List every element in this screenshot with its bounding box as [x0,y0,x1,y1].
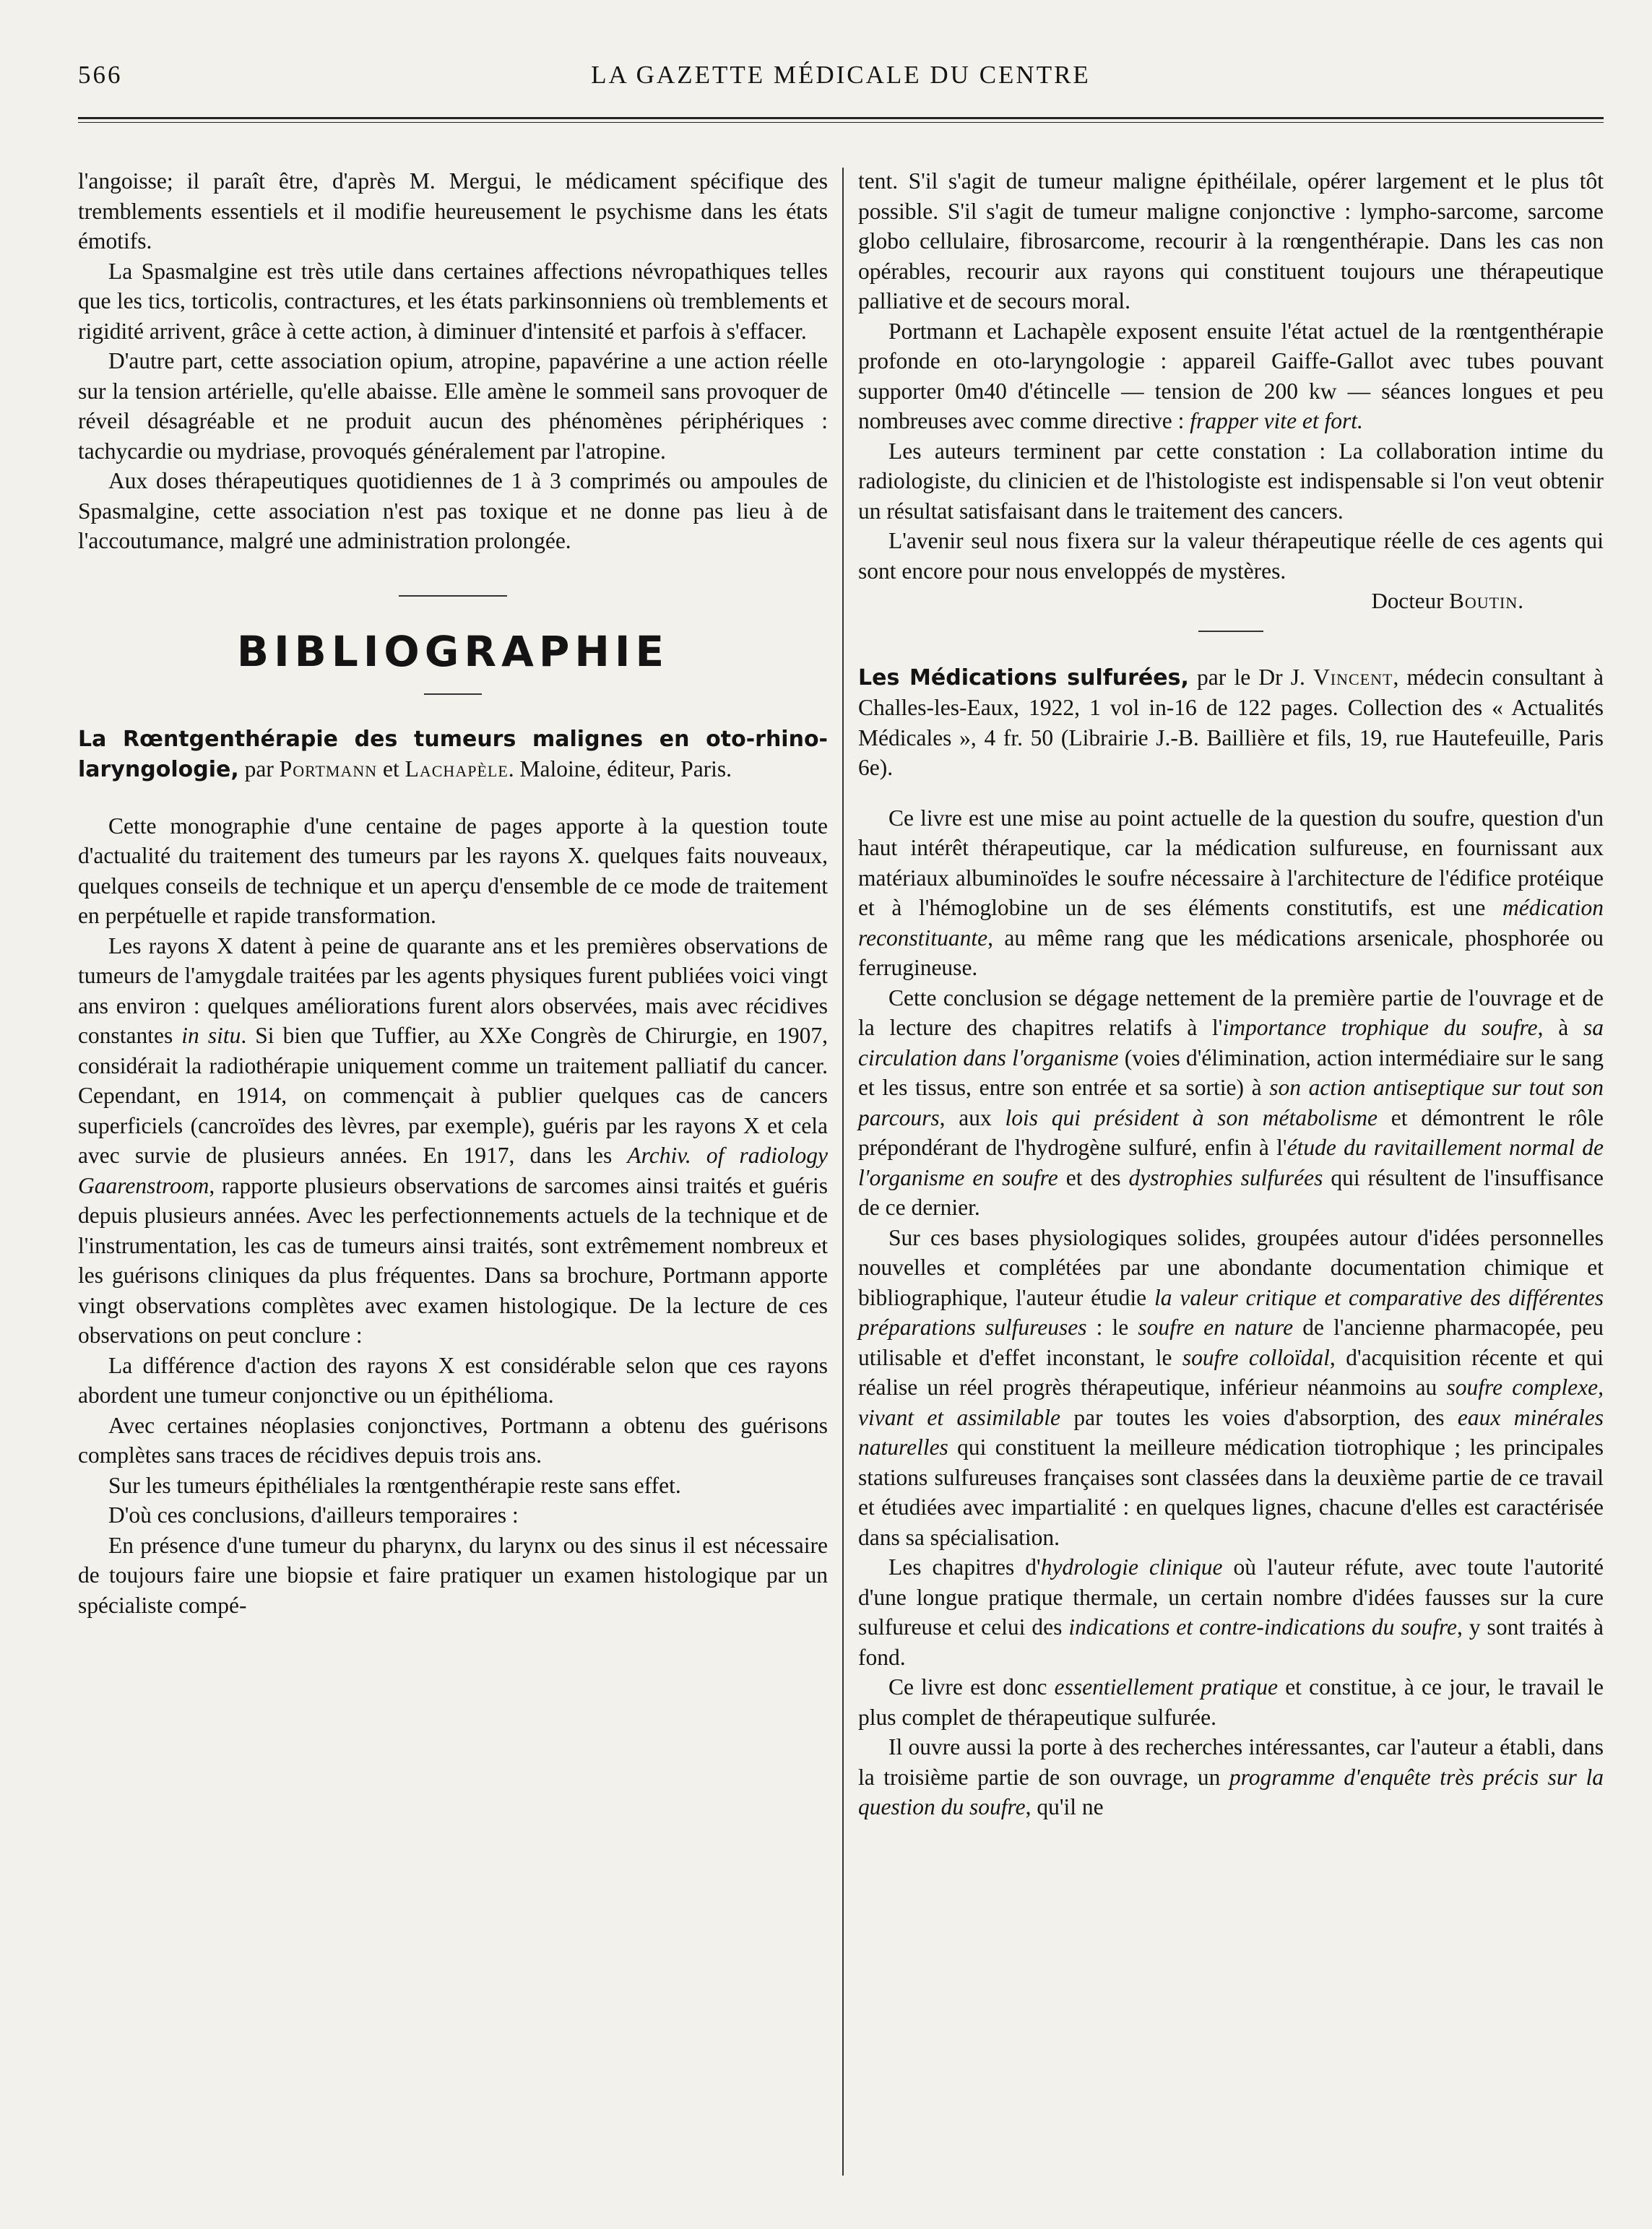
paragraph: Les rayons X datent à peine de quarante ans et les premières observations de tumeurs de l'amygdale traitées par les agents physiques furent publiées voici vingt ans environ : quelques améliorations furent alors observées, mais avec récidives constantes in situ. Si bien que Tuffier, au XXe Congrès de Chirurgie, en 1907, considérait la radiothérapie uniquement comme un traitement palliatif du cancer. Cependant, en 1914, on commençait à publier quelques cas de cancers superficiels (cancroïdes des lèvres, par exemple), guéris par les rayons X et cela avec survie de plusieurs années. En 1917, dans les Archiv. of radiology Gaarenstroom, rapporte plusieurs observations de sarcomes ainsi traités et guéris depuis plusieurs années. Avec les perfectionnements actuels de la technique et de l'instrumentation, les cas de tumeurs ainsi traités, sont extrêmement nombreux et les guérisons cliniques da plus fréquentes. Dans sa brochure, Portmann apporte vingt observations complètes avec examen histologique. De la lecture de ces observations on peut conclure : [78,932,828,1348]
paragraph: Avec certaines néoplasies conjonctives, Portmann a obtenu des guérisons complètes sans traces de récidives depuis trois ans. [78,1412,828,1468]
paragraph: En présence d'une tumeur du pharynx, du larynx ou des sinus il est nécessaire de toujours faire une biopsie et faire pratiquer un examen histologique par un spécialiste compé- [78,1532,828,1618]
paragraph: Les auteurs terminent par cette constation : La collaboration intime du radiologiste, du clinicien et de l'histologiste est indispensable si l'on veut obtenir un résultat satisfaisant dans le traitement des cancers. [858,438,1604,524]
paragraph: l'angoisse; il paraît être, d'après M. Mergui, le médicament spécifique des tremblements essentiels et il modifie heureusement le psychisme dans les états émotifs. [78,168,828,254]
paragraph: La différence d'action des rayons X est considérable selon que ces rayons abordent une tumeur conjonctive ou un épithélioma. [78,1352,828,1408]
paragraph: Les chapitres d'hydrologie clinique où l'auteur réfute, avec toute l'autorité d'une longue pratique thermale, un certain nombre d'idées fausses sur la cure sulfureuse et celui des indications et contre-indications du soufre, y sont traités à fond. [858,1554,1604,1670]
bibliography-entry-header: Les Médications sulfurées, par le Dr J. Vincent, médecin consultant à Challes-les-Eaux, 1922, 1 vol in-16 de 122 pages. Collection des « Actualités Médicales », 4 fr. 50 (Librairie J.-B. Baillière et fils, 19, rue Hautefeuille, Paris 6e). [858,664,1604,780]
bibliography-entry-header: La Rœntgenthérapie des tumeurs malignes en oto-rhino-laryngologie, par Portmann et Lachapèle. Maloine, éditeur, Paris. [78,726,828,782]
column-divider [842,168,844,2176]
signature: Docteur Boutin. [1371,588,1524,613]
paragraph: tent. S'il s'agit de tumeur maligne épithéilale, opérer largement et le plus tôt possible. S'il s'agit de tumeur maligne conjonctive : lympho-sarcome, sarcome globo cellulaire, fibrosarcome, recourir à la rœngenthérapie. Dans les cas non opérables, recourir aux rayons qui constituent toujours une thérapeutique palliative et de secours moral. [858,168,1604,313]
paragraph: Ce livre est donc essentiellement pratique et constitue, à ce jour, le travail le plus complet de thérapeutique sulfurée. [858,1674,1604,1730]
paragraph: Aux doses thérapeutiques quotidiennes de 1 à 3 comprimés ou ampoules de Spasmalgine, cette association n'est pas toxique et ne donne pas lieu à de l'accoutumance, malgré une administration prolongée. [78,468,828,553]
right-column [858,166,1604,1822]
paragraph: D'autre part, cette association opium, atropine, papavérine a une action réelle sur la tension artérielle, qu'elle abaisse. Elle amène le sommeil sans provoquer de réveil désagréable et ne produit aucun des phénomènes périphériques : tachycardie ou mydriase, provoqués généralement par l'atropine. [78,348,828,464]
paragraph: Sur les tumeurs épithéliales la rœntgenthérapie reste sans effet. [108,1472,681,1498]
paragraph: Il ouvre aussi la porte à des recherches intéressantes, car l'auteur a établi, dans la troisième partie de son ouvrage, un programme d'enquête très précis sur la question du soufre, qu'il ne [858,1734,1604,1819]
header-rule [78,117,1604,123]
author-name: Vincent [1313,664,1393,690]
paragraph: Sur ces bases physiologiques solides, groupées autour d'idées personnelles nouvelles et complétées par une abondante documentation chimique et bibliographique, l'auteur étudie la valeur critique et comparative des différentes préparations sulfureuses : le soufre en nature de l'ancienne pharmacopée, peu utilisable et d'effet inconstant, le soufre colloïdal, d'acquisition récente et qui réalise un réel progrès thérapeutique, inférieur néanmoins au soufre complexe, vivant et assimilable par toutes les voies d'absorption, des eaux minérales naturelles qui constituent la meilleure médication tiotrophique ; les principales stations sulfureuses françaises sont classées dans la deuxième partie de ce travail et étudiées avec impartialité : en quelques lignes, chacune d'elles est caractérisée dans sa spécialisation. [858,1224,1604,1550]
page-number: 566 [78,61,123,89]
journal-title: LA GAZETTE MÉDICALE DU CENTRE [591,61,1091,89]
paragraph: Portmann et Lachapèle exposent ensuite l'état actuel de la rœntgenthérapie profonde en oto-laryngologie : appareil Gaiffe-Gallot avec tubes pouvant supporter 0m40 d'étincelle — tension de 200 kw — séances longues et peu nombreuses avec comme directive : frapper vite et fort. [858,318,1604,433]
running-head [78,61,1604,95]
entry-title: Les Médications sulfurées, [858,665,1189,691]
author-name: Portmann [279,756,378,782]
paragraph: Cette monographie d'une centaine de pages apporte à la question toute d'actualité du traitement des tumeurs par les rayons X. quelques faits nouveaux, quelques conseils de technique et un aperçu d'ensemble de ce mode de traitement en perpétuelle et rapide transformation. [78,813,828,928]
entry-title: La Rœntgenthérapie des tumeurs malignes en oto-rhino-laryngologie, [78,726,828,782]
paragraph: La Spasmalgine est très utile dans certaines affections névropathiques telles que les tics, torticolis, contractures, et les états parkinsonniens où tremblements et rigidité arrivent, grâce à cette action, à diminuer d'intensité et parfois à s'effacer. [78,258,828,344]
signature-name: Boutin. [1449,588,1524,613]
section-title: BIBLIOGRAPHIE [236,626,670,676]
left-column [78,166,828,1620]
author-name: Lachapèle [405,756,509,782]
publisher: . Maloine, éditeur, Paris. [508,756,732,782]
paragraph: D'où ces conclusions, d'ailleurs temporaires : [108,1502,519,1528]
paragraph: L'avenir seul nous fixera sur la valeur thérapeutique réelle de ces agents qui sont encore pour nous enveloppés de mystères. [858,528,1604,584]
paragraph: Ce livre est une mise au point actuelle de la question du soufre, question d'un haut intérêt thérapeutique, car la médication sulfureuse, en fournissant aux matériaux albuminoïdes le soufre nécessaire à l'architecture de l'édifice protéique et à l'hémoglobine un de ses éléments constitutifs, est une médication reconstituante, au même rang que les médications arsenicale, phosphorée ou ferrugineuse. [858,805,1604,980]
paragraph: Cette conclusion se dégage nettement de la première partie de l'ouvrage et de la lecture des chapitres relatifs à l'importance trophique du soufre, à sa circulation dans l'organisme (voies d'élimination, action intermédiaire sur le sang et les tissus, entre son entrée et sa sortie) à son action antiseptique sur tout son parcours, aux lois qui président à son métabolisme et démontrent le rôle prépondérant de l'hydrogène sulfuré, enfin à l'étude du ravitaillement normal de l'organisme en soufre et des dystrophies sulfurées qui résultent de l'insuffisance de ce dernier. [858,984,1604,1220]
